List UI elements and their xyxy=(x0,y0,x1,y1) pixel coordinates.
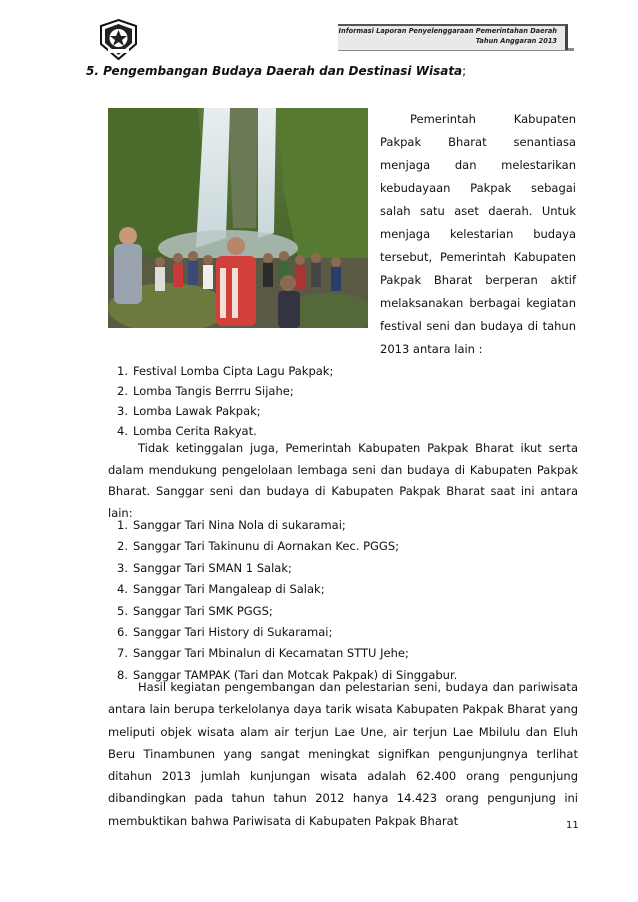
list-item xyxy=(114,601,457,622)
list-item-number: 5. xyxy=(117,603,128,618)
list-item-number: 7. xyxy=(117,646,128,661)
list-item xyxy=(114,515,457,536)
festival-list xyxy=(114,361,333,441)
list-item-number: 2. xyxy=(117,384,128,398)
section-title-text: 5. Pengembangan Budaya Daerah dan Destinasi Wisata xyxy=(86,64,463,78)
section-title-suffix: ; xyxy=(462,64,467,78)
list-item-number: 3. xyxy=(117,404,128,418)
list-item-number: 6. xyxy=(117,625,128,640)
list-item xyxy=(114,558,457,579)
sanggar-list xyxy=(114,515,457,686)
paragraph-tourism-results xyxy=(108,676,578,832)
intro-paragraph xyxy=(380,108,576,361)
list-item-text: Sanggar Tari Nina Nola di sukaramai; xyxy=(133,518,346,532)
header-line1: Informasi Laporan Penyelenggaraan Pemerintahan Daerah xyxy=(338,27,557,35)
list-item xyxy=(114,622,457,643)
list-item xyxy=(114,579,457,600)
list-item-text: Festival Lomba Cipta Lagu Pakpak; xyxy=(133,364,334,378)
list-item-number: 3. xyxy=(117,560,128,575)
list-item xyxy=(114,361,333,381)
list-item xyxy=(114,401,333,421)
list-item xyxy=(114,381,333,401)
header-line2: Tahun Anggaran 2013 xyxy=(475,37,557,45)
list-item-text: Sanggar Tari Takinunu di Aornakan Kec. PGGS; xyxy=(133,539,400,554)
waterfall-crowd-photo xyxy=(108,108,368,328)
regency-emblem-logo xyxy=(97,18,140,61)
list-item-text: Lomba Cerita Rakyat. xyxy=(133,424,257,438)
paragraph-text: Tidak ketinggalan juga, Pemerintah Kabupaten Pakpak Bharat ikut serta dalam mendukung pengelolaan lembaga seni dan budaya di Kabupaten Pakpak Bharat. Sanggar seni dan budaya di Kabupaten Pakpak Bharat saat ini antara lain: xyxy=(108,441,578,520)
list-item-number: 4. xyxy=(117,424,128,438)
list-item-text: Sanggar TAMPAK (Tari dan Motcak Pakpak) di Singgabur. xyxy=(133,667,458,682)
paragraph-sanggar-intro xyxy=(108,438,578,524)
list-item-number: 4. xyxy=(117,582,128,597)
list-item-text: Sanggar Tari SMAN 1 Salak; xyxy=(133,560,292,575)
list-item-text: Sanggar Tari Mbinalun di Kecamatan STTU Jehe; xyxy=(133,646,409,661)
intro-text: Pemerintah Kabupaten Pakpak Bharat senantiasa menjaga dan melestarikan kebudayaan Pakpak sebagai salah satu aset daerah. Untuk menjaga kelestarian budaya tersebut, Pemerintah Kabupaten Pakpak Bharat berperan aktif melaksanakan berbagai kegiatan festival seni dan budaya di tahun 2013 antara lain : xyxy=(380,112,576,356)
list-item-text: Lomba Tangis Berrru Sijahe; xyxy=(133,384,294,398)
list-item-text: Lomba Lawak Pakpak; xyxy=(133,404,261,418)
list-item-text: Sanggar Tari SMK PGGS; xyxy=(133,603,273,618)
list-item-text: Sanggar Tari Mangaleap di Salak; xyxy=(133,582,325,597)
list-item-number: 1. xyxy=(117,364,128,378)
section-title xyxy=(86,64,466,78)
list-item xyxy=(114,643,457,664)
document-header xyxy=(338,24,568,50)
list-item-text: Sanggar Tari History di Sukaramai; xyxy=(133,625,333,640)
list-item-number: 1. xyxy=(117,518,128,532)
page-number: 11 xyxy=(566,820,579,831)
list-item-number: 2. xyxy=(117,539,128,554)
list-item-number: 8. xyxy=(117,667,128,682)
list-item xyxy=(114,536,457,557)
paragraph-text: Hasil kegiatan pengembangan dan pelestarian seni, budaya dan pariwisata antara lain berupa terkelolanya daya tarik wisata Kabupaten Pakpak Bharat yang meliputi objek wisata alam air terjun Lae Une, air terjun Lae Mbilulu dan Eluh Beru Tinambunen yang sangat meningkat signifkan pengunjungnya terlihat ditahun 2013 jumlah kunjungan wisata adalah 62.400 orang pengunjung dibandingkan pada tahun tahun 2012 hanya 14.423 orang pengunjung ini membuktikan bahwa Pariwisata di Kabupaten Pakpak Bharat xyxy=(108,680,578,828)
